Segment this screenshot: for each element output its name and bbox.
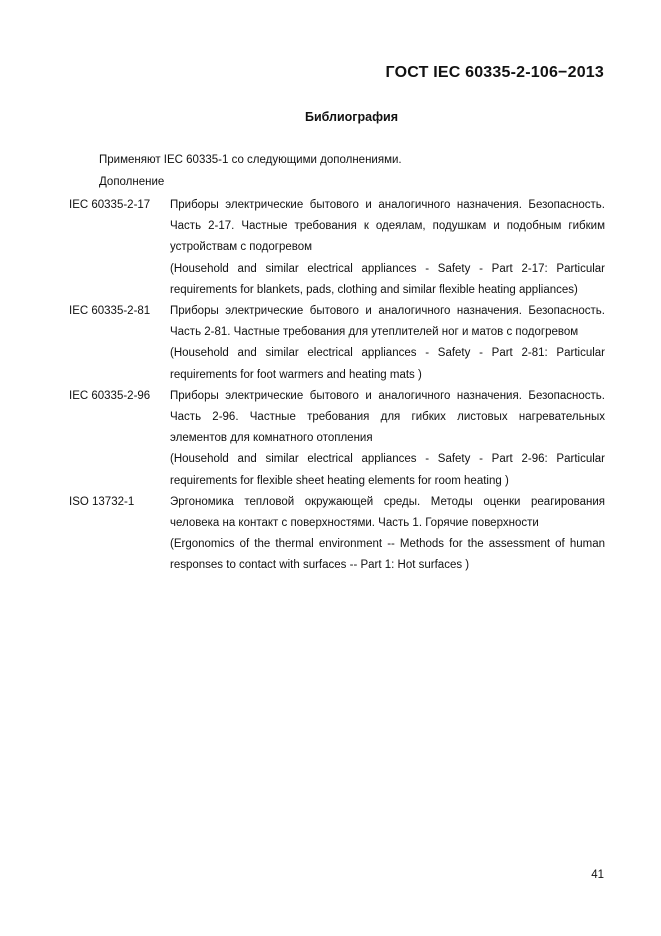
reference-title-ru: Приборы электрические бытового и аналогичного назначения. Безопасность. Часть 2-17. Частные требования к одеялам, подушкам и подобным гибким устройствам с подогревом [170, 199, 605, 254]
reference-title-ru: Приборы электрические бытового и аналогичного назначения. Безопасность. Часть 2-96. Частные требования для гибких листовых нагревательных элементов для комнатного отопления [170, 389, 605, 445]
section-title: Библиография [304, 110, 399, 124]
reference-body [170, 386, 605, 492]
bibliography-entry [69, 301, 605, 386]
bibliography-list [69, 195, 605, 577]
reference-code: ISO 13732-1 [69, 495, 135, 508]
reference-body [170, 301, 605, 386]
reference-body [170, 492, 605, 577]
reference-title-ru: Эргономика тепловой окружающей среды. Методы оценки реагирования человека на контакт с поверхностями. Часть 1. Горячие поверхности [170, 495, 605, 530]
reference-code: IEC 60335-2-81 [69, 305, 151, 318]
reference-body [170, 195, 605, 301]
reference-title-en: (Household and similar electrical appliances - Safety - Part 2-81: Particular requirements for foot warmers and heating mats ) [170, 347, 605, 381]
bibliography-entry [69, 492, 605, 577]
bibliography-entry [69, 386, 605, 492]
intro-applies-line: Применяют IEC 60335-1 со следующими дополнениями. [99, 154, 402, 166]
bibliography-entry [69, 195, 605, 301]
reference-code: IEC 60335-2-17 [69, 199, 151, 211]
reference-title-ru: Приборы электрические бытового и аналогичного назначения. Безопасность. Часть 2-81. Частные требования для утеплителей ног и матов с подогревом [170, 305, 605, 339]
reference-title-en: (Household and similar electrical appliances - Safety - Part 2-96: Particular requirements for flexible sheet heating elements for room heating ) [170, 453, 605, 487]
reference-title-en: (Ergonomics of the thermal environment -- Methods for the assessment of human responses to contact with surfaces -- Part 1: Hot surfaces ) [170, 538, 605, 572]
reference-code: IEC 60335-2-96 [69, 389, 151, 402]
page-number: 41 [591, 869, 604, 881]
document-header-standard-id: ГОСТ IEC 60335-2-106−2013 [385, 64, 604, 81]
intro-addition-line: Дополнение [99, 176, 165, 188]
reference-title-en: (Household and similar electrical appliances - Safety - Part 2-17: Particular requirements for blankets, pads, clothing and similar flexible heating appliances) [170, 262, 605, 296]
